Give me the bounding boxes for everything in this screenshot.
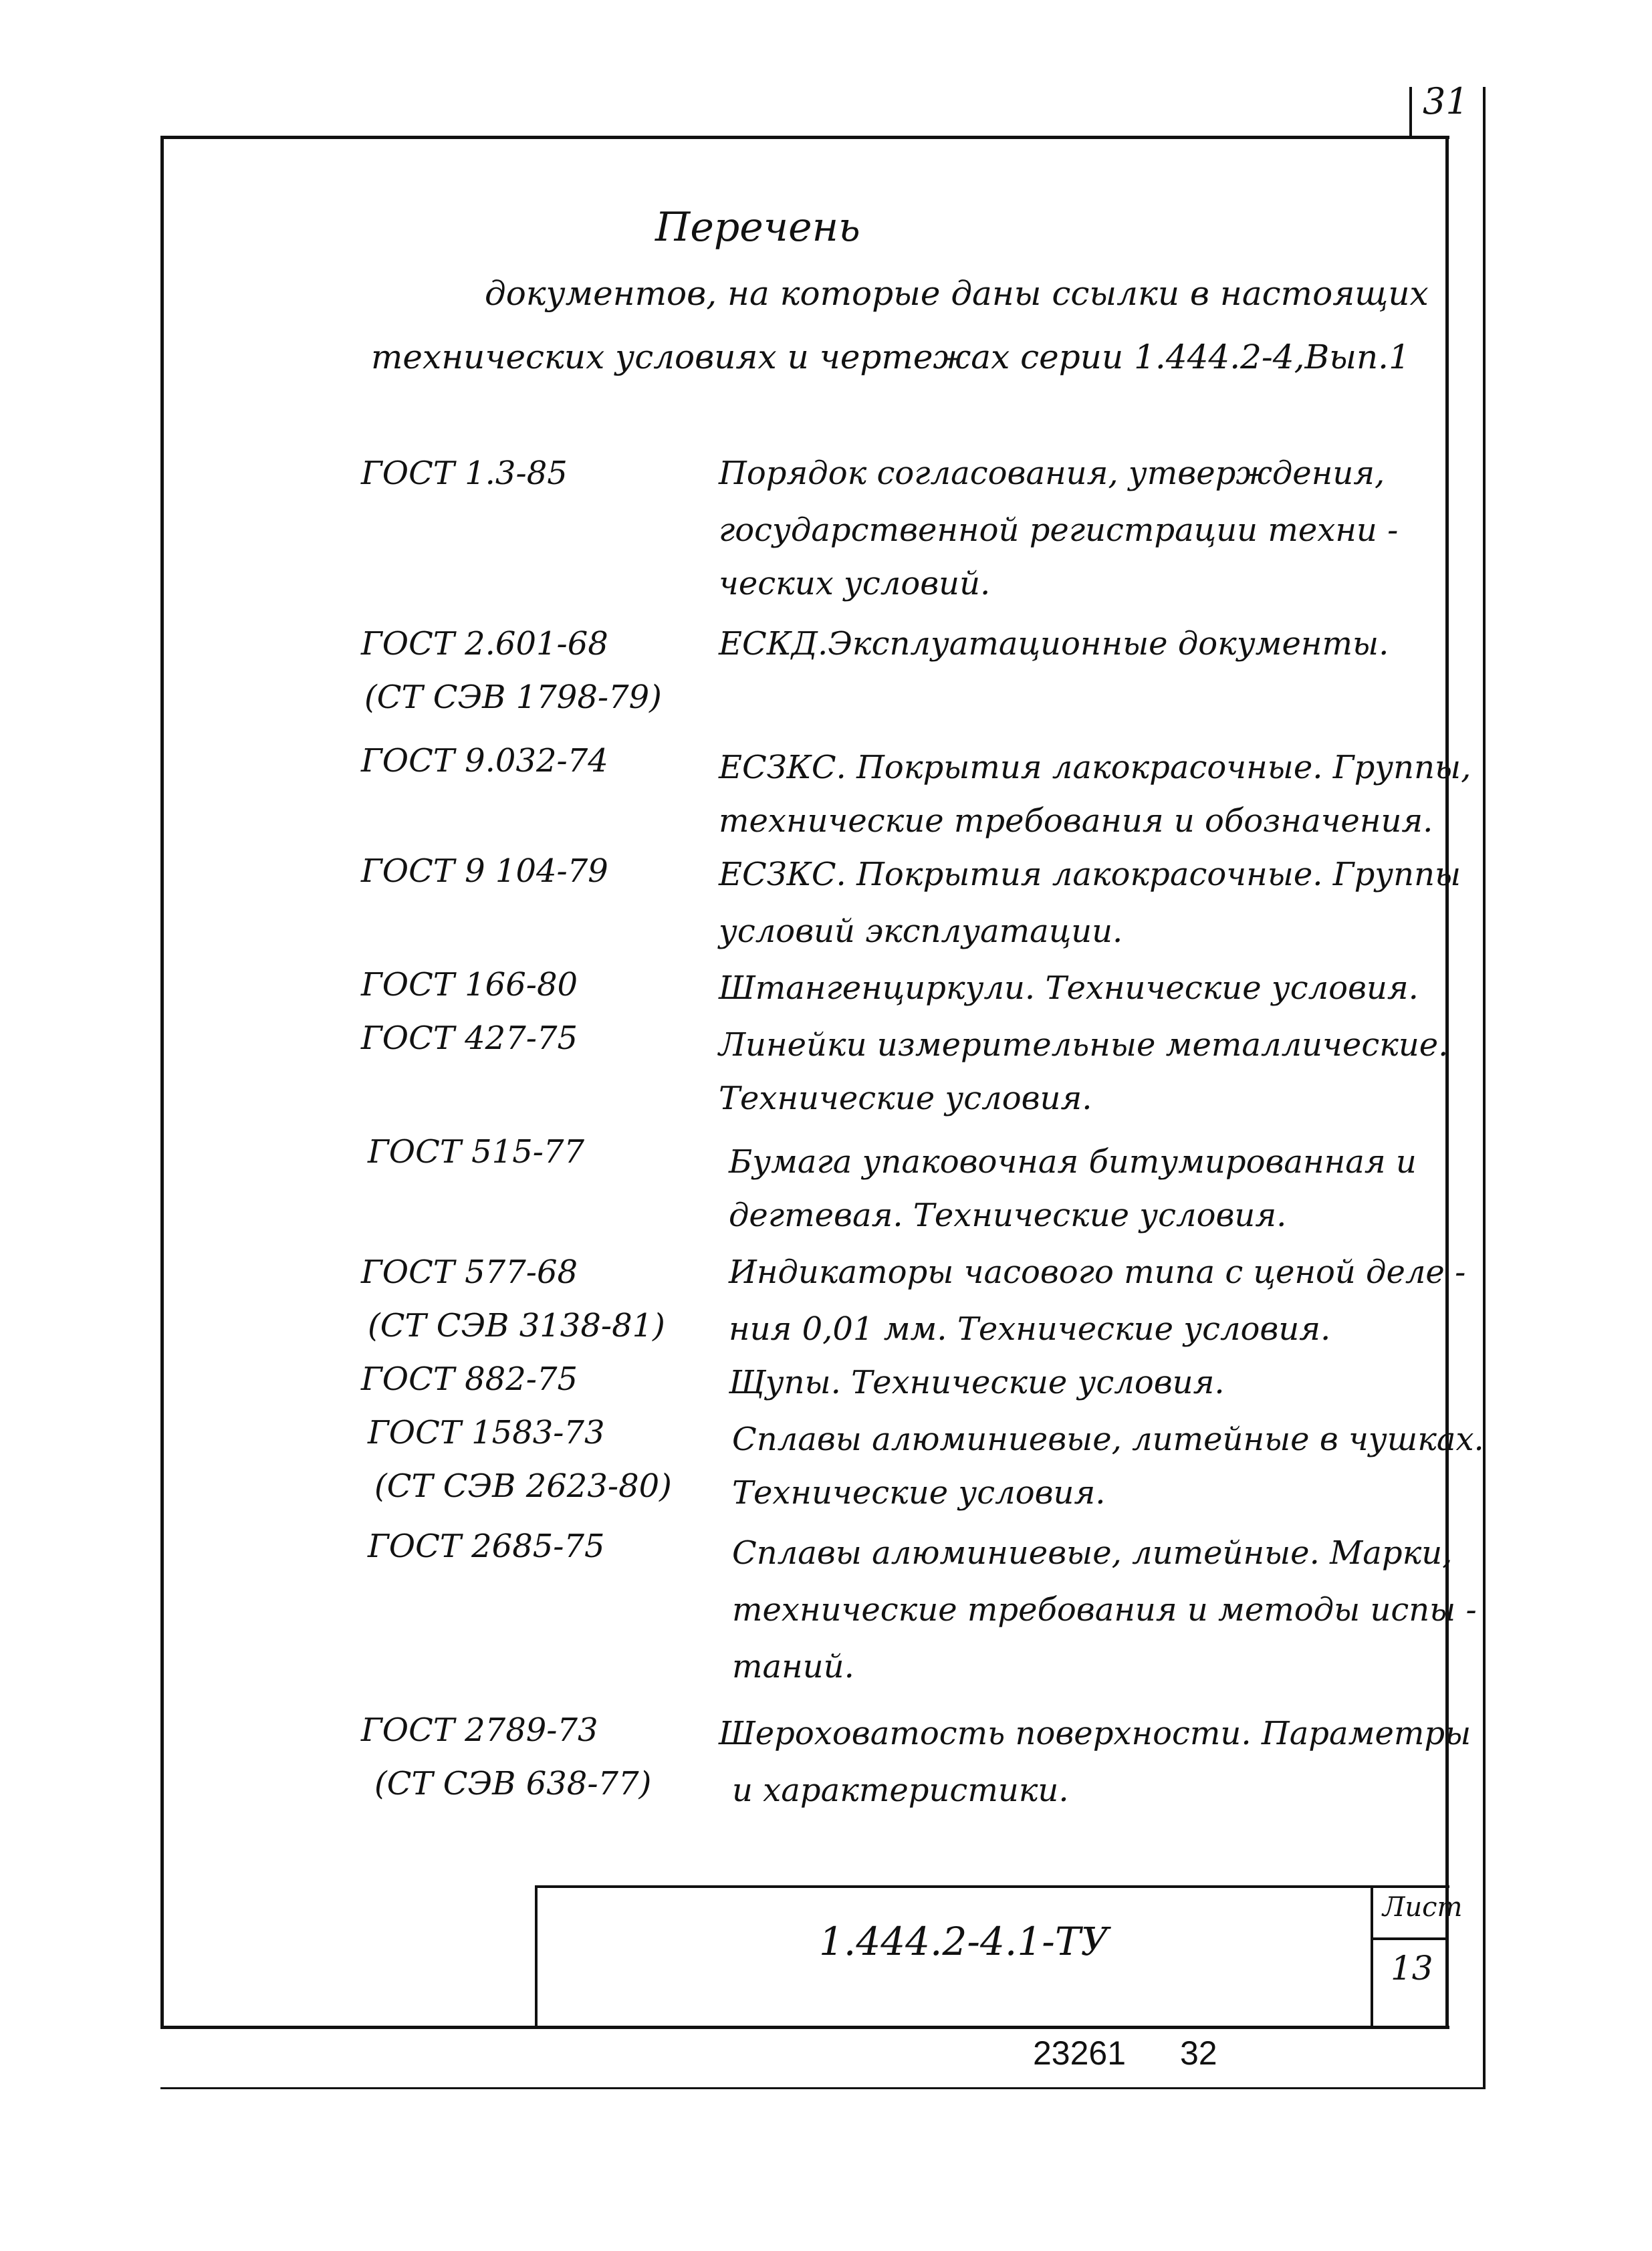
standard-title: Технические условия. xyxy=(732,1474,1106,1512)
sheet-bottom-line xyxy=(160,2087,1484,2089)
standard-code: ГОСТ 427-75 xyxy=(361,1020,578,1057)
standard-code: (СТ СЭВ 1798-79) xyxy=(364,679,662,716)
standard-code: ГОСТ 2789-73 xyxy=(361,1711,598,1749)
page-number-divider xyxy=(1409,87,1412,138)
standard-code: ГОСТ 2.601-68 xyxy=(361,625,608,663)
standard-title: государственной регистрации техни - xyxy=(719,511,1399,549)
standard-title: Шероховатость поверхности. Параметры xyxy=(719,1715,1471,1752)
frame-top-line xyxy=(160,136,1449,139)
standard-code: ГОСТ 1.3-85 xyxy=(361,455,568,492)
archive-number: 23261 xyxy=(1033,2034,1127,2072)
subtitle-line-1: документов, на которые даны ссылки в настоящих xyxy=(485,274,1429,313)
standard-title: таний. xyxy=(732,1648,854,1685)
standard-title: ния 0,01 мм. Технические условия. xyxy=(729,1310,1331,1348)
standard-code: (СТ СЭВ 638-77) xyxy=(374,1765,652,1802)
standard-code: ГОСТ 9.032-74 xyxy=(361,742,608,780)
standard-code: ГОСТ 9 104-79 xyxy=(361,852,608,890)
standard-title: технические требования и обозначения. xyxy=(719,802,1433,840)
stamp-sheet-line xyxy=(1371,1937,1448,1940)
standard-code: ГОСТ 2685-75 xyxy=(368,1528,605,1565)
page-number: 31 xyxy=(1423,80,1469,122)
standard-title: Штангенциркули. Технические условия. xyxy=(719,969,1419,1007)
standard-code: ГОСТ 1583-73 xyxy=(368,1414,605,1451)
standard-title: Технические условия. xyxy=(719,1080,1092,1117)
standard-title: условий эксплуатации. xyxy=(719,913,1123,950)
document-designation: 1.444.2-4.1-ТУ xyxy=(819,1919,1109,1964)
archive-page: 32 xyxy=(1180,2034,1217,2072)
stamp-divider-line xyxy=(1371,1885,1373,2027)
standard-title: и характеристики. xyxy=(732,1772,1069,1809)
standard-title: дегтевая. Технические условия. xyxy=(729,1197,1287,1234)
standard-code: ГОСТ 882-75 xyxy=(361,1360,578,1398)
sheet-label: Лист xyxy=(1383,1892,1463,1923)
standard-title: ЕСКД.Эксплуатационные документы. xyxy=(719,625,1389,663)
standard-title: Индикаторы часового типа с ценой деле - xyxy=(729,1254,1466,1291)
standard-code: (СТ СЭВ 3138-81) xyxy=(368,1307,665,1344)
standard-title: ЕСЗКС. Покрытия лакокрасочные. Группы, xyxy=(719,749,1471,786)
standard-title: Сплавы алюминиевые, литейные. Марки, xyxy=(732,1534,1453,1572)
sheet-number: 13 xyxy=(1391,1949,1433,1988)
stamp-top-line xyxy=(535,1885,1449,1888)
standard-code: ГОСТ 577-68 xyxy=(361,1254,578,1291)
frame-bottom-line xyxy=(160,2026,1449,2029)
frame-left-line xyxy=(160,136,164,2028)
frame-outer-right-line xyxy=(1483,87,1486,2089)
subtitle-line-2: технических условиях и чертежах серии 1.444.2-4,Вып.1 xyxy=(371,338,1410,376)
standard-title: технические требования и методы испы - xyxy=(732,1591,1477,1629)
standard-title: Порядок согласования, утверждения, xyxy=(719,455,1385,492)
standard-code: (СТ СЭВ 2623-80) xyxy=(374,1467,672,1505)
standard-title: Сплавы алюминиевые, литейные в чушках. xyxy=(732,1421,1484,1458)
standard-title: Щупы. Технические условия. xyxy=(729,1364,1225,1401)
stamp-left-line xyxy=(535,1885,538,2027)
standard-title: ческих условий. xyxy=(719,565,991,602)
standard-title: Линейки измерительные металлические. xyxy=(719,1026,1449,1064)
standard-title: ЕСЗКС. Покрытия лакокрасочные. Группы xyxy=(719,856,1461,893)
standard-code: ГОСТ 515-77 xyxy=(368,1133,585,1171)
standard-code: ГОСТ 166-80 xyxy=(361,966,578,1003)
standard-title: Бумага упаковочная битумированная и xyxy=(729,1143,1417,1181)
page-title: Перечень xyxy=(655,204,860,251)
